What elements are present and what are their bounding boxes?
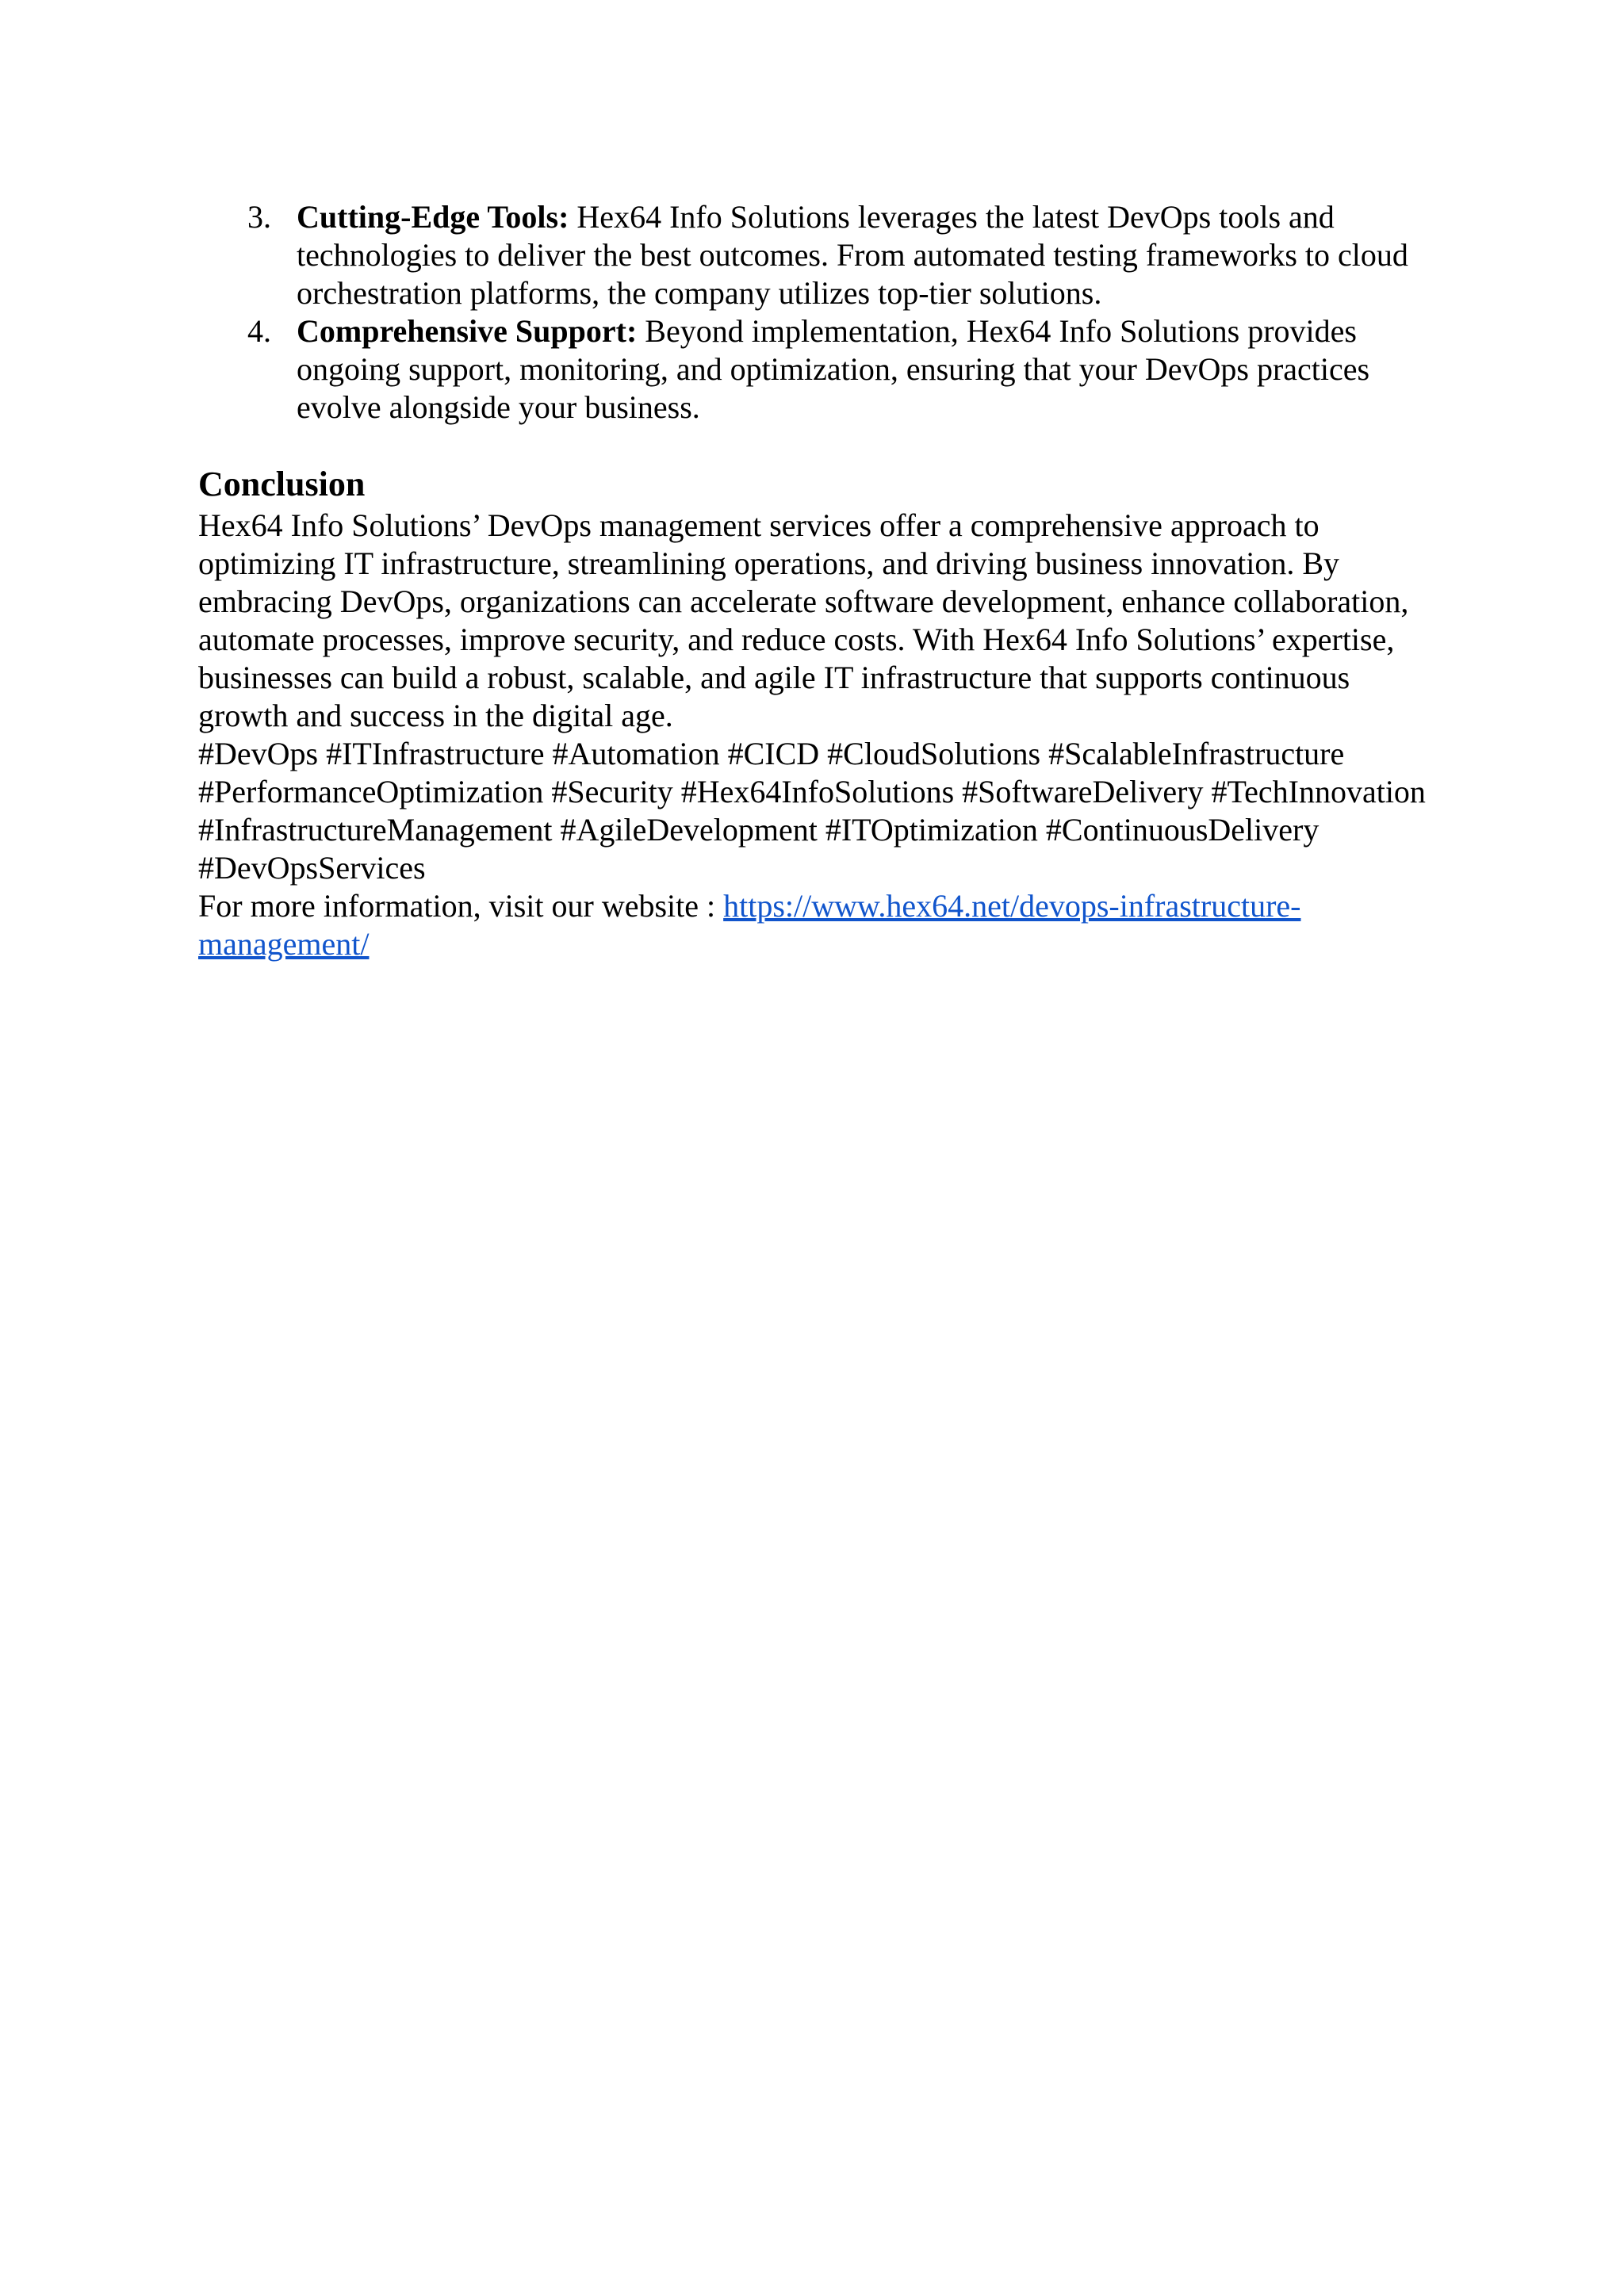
list-item-title: Cutting-Edge Tools: [297, 199, 569, 235]
conclusion-heading: Conclusion [198, 465, 366, 503]
list-item-number: 3. [247, 199, 271, 235]
document-content [198, 198, 1435, 963]
hashtags-paragraph: #DevOps #ITInfrastructure #Automation #CICD #CloudSolutions #ScalableInfrastructure #PerformanceOptimization #Security #Hex64InfoSolutions #SoftwareDelivery #TechInnovation #InfrastructureManagement #AgileDevelopment #ITOptimization #ContinuousDelivery #DevOpsServices [198, 736, 1426, 886]
list-item [198, 312, 1435, 427]
website-link[interactable]: https://www.hex64.net/devops-infrastructure-management/ [198, 888, 1301, 962]
more-info-prefix: For more information, visit our website : [198, 888, 724, 924]
list-item-text: Hex64 Info Solutions leverages the latest DevOps tools and technologies to deliver the best outcomes. From automated testing frameworks to cloud orchestration platforms, the company utilizes top-tier solutions. [297, 199, 1408, 311]
list-item-number: 4. [247, 313, 271, 349]
list-item-text: Beyond implementation, Hex64 Info Solutions provides ongoing support, monitoring, and optimization, ensuring that your DevOps practices evolve alongside your business. [297, 313, 1370, 425]
list-item-title: Comprehensive Support: [297, 313, 638, 349]
conclusion-paragraph: Hex64 Info Solutions’ DevOps management services offer a comprehensive approach to optimizing IT infrastructure, streamlining operations, and driving business innovation. By embracing DevOps, organizations can accelerate software development, enhance collaboration, automate processes, improve security, and reduce costs. With Hex64 Info Solutions’ expertise, businesses can build a robust, scalable, and agile IT infrastructure that supports continuous growth and success in the digital age. [198, 507, 1409, 733]
list-item [198, 198, 1435, 312]
numbered-list [198, 198, 1435, 427]
more-info-paragraph [198, 887, 1435, 963]
